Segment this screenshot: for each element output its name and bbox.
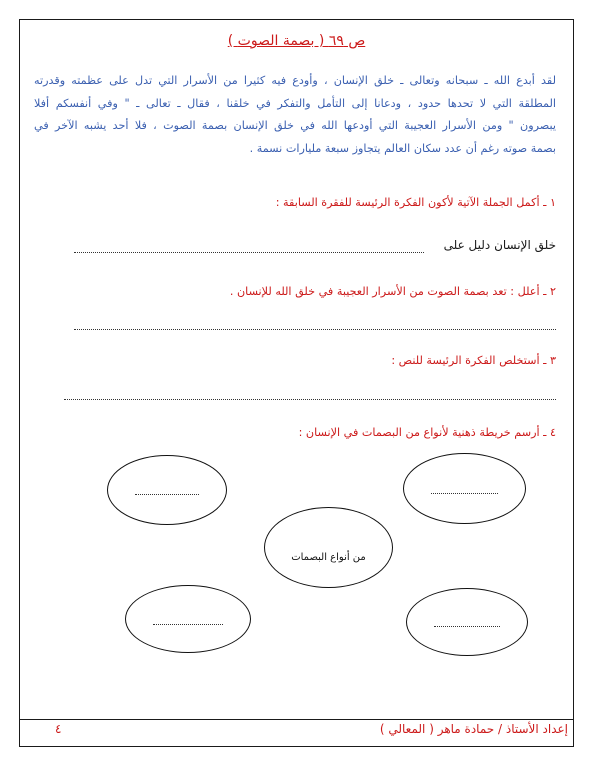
question-1-answer-line[interactable]	[74, 252, 424, 253]
question-1-answer-stem: خلق الإنسان دليل على	[443, 238, 556, 252]
passage-line: لقد أبدع الله ـ سبحانه وتعالى ـ خلق الإنسان ، وأودع فيه كثيرا من الأسرار التي تدل على عظمته وقدرته	[34, 74, 556, 87]
passage-line: المطلقة التي لا تحدها حدود ، ودعانا إلى التأمل والتفكر في خلقنا ، فقال ـ تعالى ـ " وفي أنفسكم أفلا	[34, 96, 556, 110]
mindmap-center-label: من أنواع البصمات	[291, 552, 366, 563]
question-1-prompt: ١ ـ أكمل الجملة الآتية لأكون الفكرة الرئيسة للفقرة السابقة :	[275, 196, 556, 209]
reading-passage	[34, 70, 556, 160]
question-2-answer-line[interactable]	[74, 329, 556, 330]
page-number: ٤	[55, 722, 62, 736]
mindmap-node-answer-line[interactable]	[431, 493, 498, 494]
footer-author: إعداد الأستاذ / حمادة ماهر ( المعالي )	[379, 722, 568, 736]
page-title	[0, 33, 593, 49]
page-title-text: ( بصمة الصوت ) ص ٦٩	[227, 33, 366, 49]
passage-line: بصمة صوته رغم أن عدد سكان العالم يتجاوز سبعة مليارات نسمة .	[249, 141, 556, 155]
passage-line: يبصرون " ومن الأسرار العجيبة التي أودعها الله في خلق الإنسان بصمة الصوت ، فلا أحد يشبه الآخر في	[34, 119, 556, 132]
mindmap-node-answer-line[interactable]	[434, 626, 500, 627]
mindmap-node-top-right	[403, 453, 526, 524]
question-3-answer-line[interactable]	[64, 399, 556, 400]
footer-divider	[20, 719, 573, 720]
mindmap-node-answer-line[interactable]	[135, 494, 199, 495]
question-2-prompt: ٢ ـ أعلل : تعد بصمة الصوت من الأسرار العجيبة في خلق الله للإنسان .	[229, 285, 556, 298]
mindmap-node-answer-line[interactable]	[153, 624, 223, 625]
mindmap-center-node	[264, 507, 393, 588]
mindmap-node-top-left	[107, 455, 227, 525]
question-4-prompt: ٤ ـ أرسم خريطة ذهنية لأنواع من البصمات في الإنسان :	[298, 426, 556, 439]
question-3-prompt: ٣ ـ أستخلص الفكرة الرئيسة للنص :	[391, 354, 556, 367]
mindmap-node-bottom-right	[406, 588, 528, 656]
mindmap-node-bottom-left	[125, 585, 251, 653]
